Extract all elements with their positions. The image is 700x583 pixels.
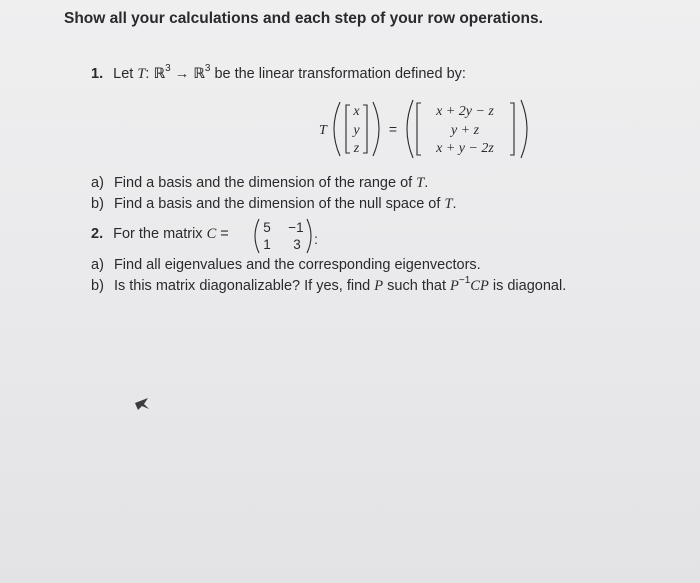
right-bracket (510, 103, 514, 155)
transformation-symbol: T (319, 123, 327, 138)
right-paren (373, 102, 379, 156)
right-paren (307, 219, 311, 253)
output-entry: x + y − 2z (436, 141, 494, 156)
transformation-equation (300, 96, 530, 162)
right-bracket (363, 105, 367, 153)
equals-sign: = (388, 121, 398, 137)
question-1-statement: 1. Let T: ℝ$^3$ → ℝ$^3$ be the linear transformation defined by: (91, 63, 466, 82)
right-paren (521, 100, 527, 158)
left-paren (407, 100, 413, 158)
matrix-entry: 1 (263, 237, 271, 252)
question-1-part-b: b) Find a basis and the dimension of the null space of T. (91, 196, 457, 212)
question-2-part-b: b) Is this matrix diagonalizable? If yes, find P such that $P^{-1}CP$ is diagonal. (91, 275, 567, 294)
matrix-c (250, 216, 325, 256)
page-heading: Show all your calculations and each step of your row operations. (64, 10, 543, 27)
matrix-entry: 5 (263, 220, 271, 235)
question-1-number: 1. (91, 66, 104, 82)
colon: : (314, 231, 318, 247)
matrix-entry: 3 (293, 237, 301, 252)
input-entry: z (353, 141, 360, 156)
output-entry: y + z (450, 123, 480, 138)
question-2-number: 2. (91, 226, 104, 242)
output-entry: x + 2y − z (436, 104, 494, 119)
left-bracket (417, 103, 421, 155)
reals-symbol: ℝ (153, 66, 166, 82)
left-paren (334, 102, 340, 156)
question-1-part-a: a) Find a basis and the dimension of the range of T. (91, 175, 429, 191)
left-bracket (346, 105, 350, 153)
mouse-pointer-icon (134, 397, 150, 411)
question-2-part-a: a) Find all eigenvalues and the corresponding eigenvectors. (91, 257, 481, 273)
left-paren (255, 219, 259, 253)
matrix-entry: −1 (288, 220, 304, 235)
question-2-statement: 2. For the matrix C = (91, 226, 229, 242)
input-entry: x (353, 104, 360, 119)
input-entry: y (353, 123, 360, 138)
reals-symbol: ℝ (193, 66, 205, 82)
